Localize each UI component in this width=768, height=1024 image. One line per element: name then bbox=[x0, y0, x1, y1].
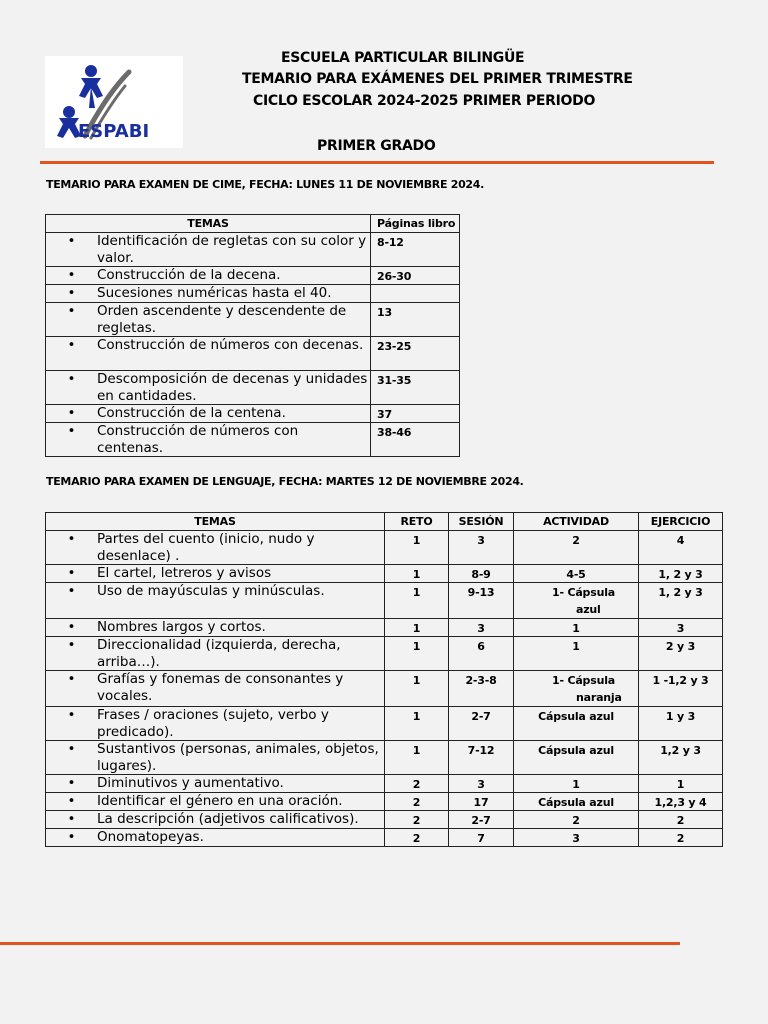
actividad-line-1: 1- Cápsula bbox=[552, 674, 615, 687]
ejercicio-cell: 1 y 3 bbox=[639, 707, 723, 741]
tema-text: Partes del cuento (inicio, nudo y desenlace) . bbox=[97, 531, 315, 564]
actividad-cell bbox=[514, 671, 639, 707]
reto-cell: 2 bbox=[385, 775, 449, 793]
cime-header-paginas: Páginas libro bbox=[371, 215, 460, 233]
ejercicio-cell: 2 bbox=[639, 829, 723, 847]
ejercicio-cell: 1, 2 y 3 bbox=[639, 565, 723, 583]
ejercicio-cell: 3 bbox=[639, 619, 723, 637]
bottom-divider bbox=[0, 942, 680, 945]
tema-text: La descripción (adjetivos calificativos). bbox=[97, 811, 359, 827]
table-row bbox=[46, 829, 723, 847]
actividad-cell: 2 bbox=[514, 811, 639, 829]
table-row bbox=[46, 267, 460, 285]
bullet: • bbox=[67, 233, 76, 249]
actividad-cell: Cápsula azul bbox=[514, 741, 639, 775]
table-row bbox=[46, 619, 723, 637]
tema-text: Sustantivos (personas, animales, objetos, lugares). bbox=[97, 741, 379, 774]
tema-text: El cartel, letreros y avisos bbox=[97, 565, 272, 581]
actividad-cell: 2 bbox=[514, 531, 639, 565]
top-divider bbox=[40, 161, 714, 164]
actividad-cell: 1 bbox=[514, 775, 639, 793]
tema-text: Grafías y fonemas de consonantes y vocales. bbox=[97, 671, 344, 704]
actividad-line-2: azul bbox=[576, 603, 601, 616]
table-row bbox=[46, 371, 460, 405]
lenguaje-table bbox=[45, 512, 723, 847]
reto-cell: 2 bbox=[385, 811, 449, 829]
bullet: • bbox=[67, 285, 76, 301]
paginas-cell: 8-12 bbox=[371, 233, 460, 267]
paginas-cell: 31-35 bbox=[371, 371, 460, 405]
sesion-cell: 7 bbox=[449, 829, 514, 847]
ejercicio-cell: 2 y 3 bbox=[639, 637, 723, 671]
actividad-cell: Cápsula azul bbox=[514, 793, 639, 811]
bullet: • bbox=[67, 637, 76, 653]
table-row bbox=[46, 671, 723, 707]
sesion-cell: 2-3-8 bbox=[449, 671, 514, 707]
bullet: • bbox=[67, 405, 76, 421]
paginas-cell bbox=[371, 285, 460, 303]
bullet: • bbox=[67, 811, 76, 827]
bullet: • bbox=[67, 829, 76, 845]
grade-title: PRIMER GRADO bbox=[317, 138, 436, 154]
tema-text: Construcción de números con centenas. bbox=[97, 423, 299, 456]
ejercicio-cell: 1,2,3 y 4 bbox=[639, 793, 723, 811]
table-row bbox=[46, 423, 460, 457]
ejercicio-cell: 1, 2 y 3 bbox=[639, 583, 723, 619]
bullet: • bbox=[67, 619, 76, 635]
paginas-cell: 37 bbox=[371, 405, 460, 423]
bullet: • bbox=[67, 793, 76, 809]
tema-text: Descomposición de decenas y unidades en cantidades. bbox=[97, 371, 368, 404]
bullet: • bbox=[67, 267, 76, 283]
tema-text: Identificación de regletas con su color y valor. bbox=[97, 233, 367, 266]
lenguaje-section-title: TEMARIO PARA EXAMEN DE LENGUAJE, FECHA: MARTES 12 DE NOVIEMBRE 2024. bbox=[46, 475, 524, 488]
table-row bbox=[46, 707, 723, 741]
tema-text: Direccionalidad (izquierda, derecha, arriba…). bbox=[97, 637, 341, 670]
cime-header-temas: TEMAS bbox=[46, 215, 371, 233]
tema-text: Onomatopeyas. bbox=[97, 829, 204, 845]
table-row bbox=[46, 233, 460, 267]
reto-cell: 2 bbox=[385, 793, 449, 811]
cime-section-title: TEMARIO PARA EXAMEN DE CIME, FECHA: LUNES 11 DE NOVIEMBRE 2024. bbox=[46, 178, 485, 191]
header-ejercicio: EJERCICIO bbox=[639, 513, 723, 531]
school-name: ESCUELA PARTICULAR BILINGÜE bbox=[281, 50, 525, 66]
sesion-cell: 6 bbox=[449, 637, 514, 671]
reto-cell: 1 bbox=[385, 531, 449, 565]
bullet: • bbox=[67, 337, 76, 353]
tema-text: Construcción de la centena. bbox=[97, 405, 286, 421]
actividad-cell: Cápsula azul bbox=[514, 707, 639, 741]
table-row bbox=[46, 811, 723, 829]
reto-cell: 1 bbox=[385, 565, 449, 583]
table-row bbox=[46, 583, 723, 619]
reto-cell: 1 bbox=[385, 741, 449, 775]
ejercicio-cell: 1,2 y 3 bbox=[639, 741, 723, 775]
actividad-cell: 1 bbox=[514, 637, 639, 671]
bullet: • bbox=[67, 671, 76, 687]
bullet: • bbox=[67, 423, 76, 439]
tema-text: Uso de mayúsculas y minúsculas. bbox=[97, 583, 325, 599]
table-row bbox=[46, 741, 723, 775]
sesion-cell: 9-13 bbox=[449, 583, 514, 619]
bullet: • bbox=[67, 303, 76, 319]
paginas-cell: 23-25 bbox=[371, 337, 460, 371]
reto-cell: 1 bbox=[385, 707, 449, 741]
paginas-cell: 26-30 bbox=[371, 267, 460, 285]
header-actividad: ACTIVIDAD bbox=[514, 513, 639, 531]
ejercicio-cell: 1 bbox=[639, 775, 723, 793]
tema-text: Identificar el género en una oración. bbox=[97, 793, 343, 809]
actividad-cell bbox=[514, 583, 639, 619]
tema-text: Diminutivos y aumentativo. bbox=[97, 775, 284, 791]
table-row bbox=[46, 405, 460, 423]
bullet: • bbox=[67, 583, 76, 599]
paginas-cell: 38-46 bbox=[371, 423, 460, 457]
reto-cell: 1 bbox=[385, 637, 449, 671]
temario-title: TEMARIO PARA EXÁMENES DEL PRIMER TRIMESTRE bbox=[242, 71, 633, 87]
sesion-cell: 17 bbox=[449, 793, 514, 811]
ejercicio-cell: 4 bbox=[639, 531, 723, 565]
logo-figures-icon bbox=[45, 56, 183, 148]
table-row bbox=[46, 637, 723, 671]
sesion-cell: 3 bbox=[449, 775, 514, 793]
actividad-line-1: 1- Cápsula bbox=[552, 586, 615, 599]
reto-cell: 1 bbox=[385, 583, 449, 619]
reto-cell: 2 bbox=[385, 829, 449, 847]
header-temas: TEMAS bbox=[46, 513, 385, 531]
ejercicio-cell: 1 -1,2 y 3 bbox=[639, 671, 723, 707]
bullet: • bbox=[67, 371, 76, 387]
sesion-cell: 7-12 bbox=[449, 741, 514, 775]
table-row bbox=[46, 775, 723, 793]
cime-header-row bbox=[46, 215, 460, 233]
actividad-line-2: naranja bbox=[576, 691, 622, 704]
header-sesion: SESIÓN bbox=[449, 513, 514, 531]
bullet: • bbox=[67, 565, 76, 581]
ejercicio-cell: 2 bbox=[639, 811, 723, 829]
tema-text: Construcción de números con decenas. bbox=[97, 337, 364, 353]
sesion-cell: 2-7 bbox=[449, 811, 514, 829]
bullet: • bbox=[67, 707, 76, 723]
tema-text: Nombres largos y cortos. bbox=[97, 619, 266, 635]
reto-cell: 1 bbox=[385, 671, 449, 707]
table-row bbox=[46, 303, 460, 337]
tema-text: Construcción de la decena. bbox=[97, 267, 281, 283]
actividad-cell: 1 bbox=[514, 619, 639, 637]
tema-text: Frases / oraciones (sujeto, verbo y predicado). bbox=[97, 707, 329, 740]
table-row bbox=[46, 337, 460, 371]
bullet: • bbox=[67, 775, 76, 791]
actividad-cell: 3 bbox=[514, 829, 639, 847]
sesion-cell: 2-7 bbox=[449, 707, 514, 741]
sesion-cell: 3 bbox=[449, 619, 514, 637]
table-row bbox=[46, 793, 723, 811]
reto-cell: 1 bbox=[385, 619, 449, 637]
sesion-cell: 8-9 bbox=[449, 565, 514, 583]
ciclo-title: CICLO ESCOLAR 2024-2025 PRIMER PERIODO bbox=[253, 93, 596, 109]
table-row bbox=[46, 531, 723, 565]
logo-text: ESPABI bbox=[78, 121, 150, 142]
paginas-cell: 13 bbox=[371, 303, 460, 337]
header-reto: RETO bbox=[385, 513, 449, 531]
lenguaje-header-row bbox=[46, 513, 723, 531]
table-row bbox=[46, 285, 460, 303]
table-row bbox=[46, 565, 723, 583]
actividad-cell: 4-5 bbox=[514, 565, 639, 583]
bullet: • bbox=[67, 531, 76, 547]
school-logo bbox=[45, 56, 183, 148]
cime-table bbox=[45, 214, 460, 457]
tema-text: Orden ascendente y descendente de regletas. bbox=[97, 303, 347, 336]
tema-text: Sucesiones numéricas hasta el 40. bbox=[97, 285, 332, 301]
bullet: • bbox=[67, 741, 76, 757]
sesion-cell: 3 bbox=[449, 531, 514, 565]
